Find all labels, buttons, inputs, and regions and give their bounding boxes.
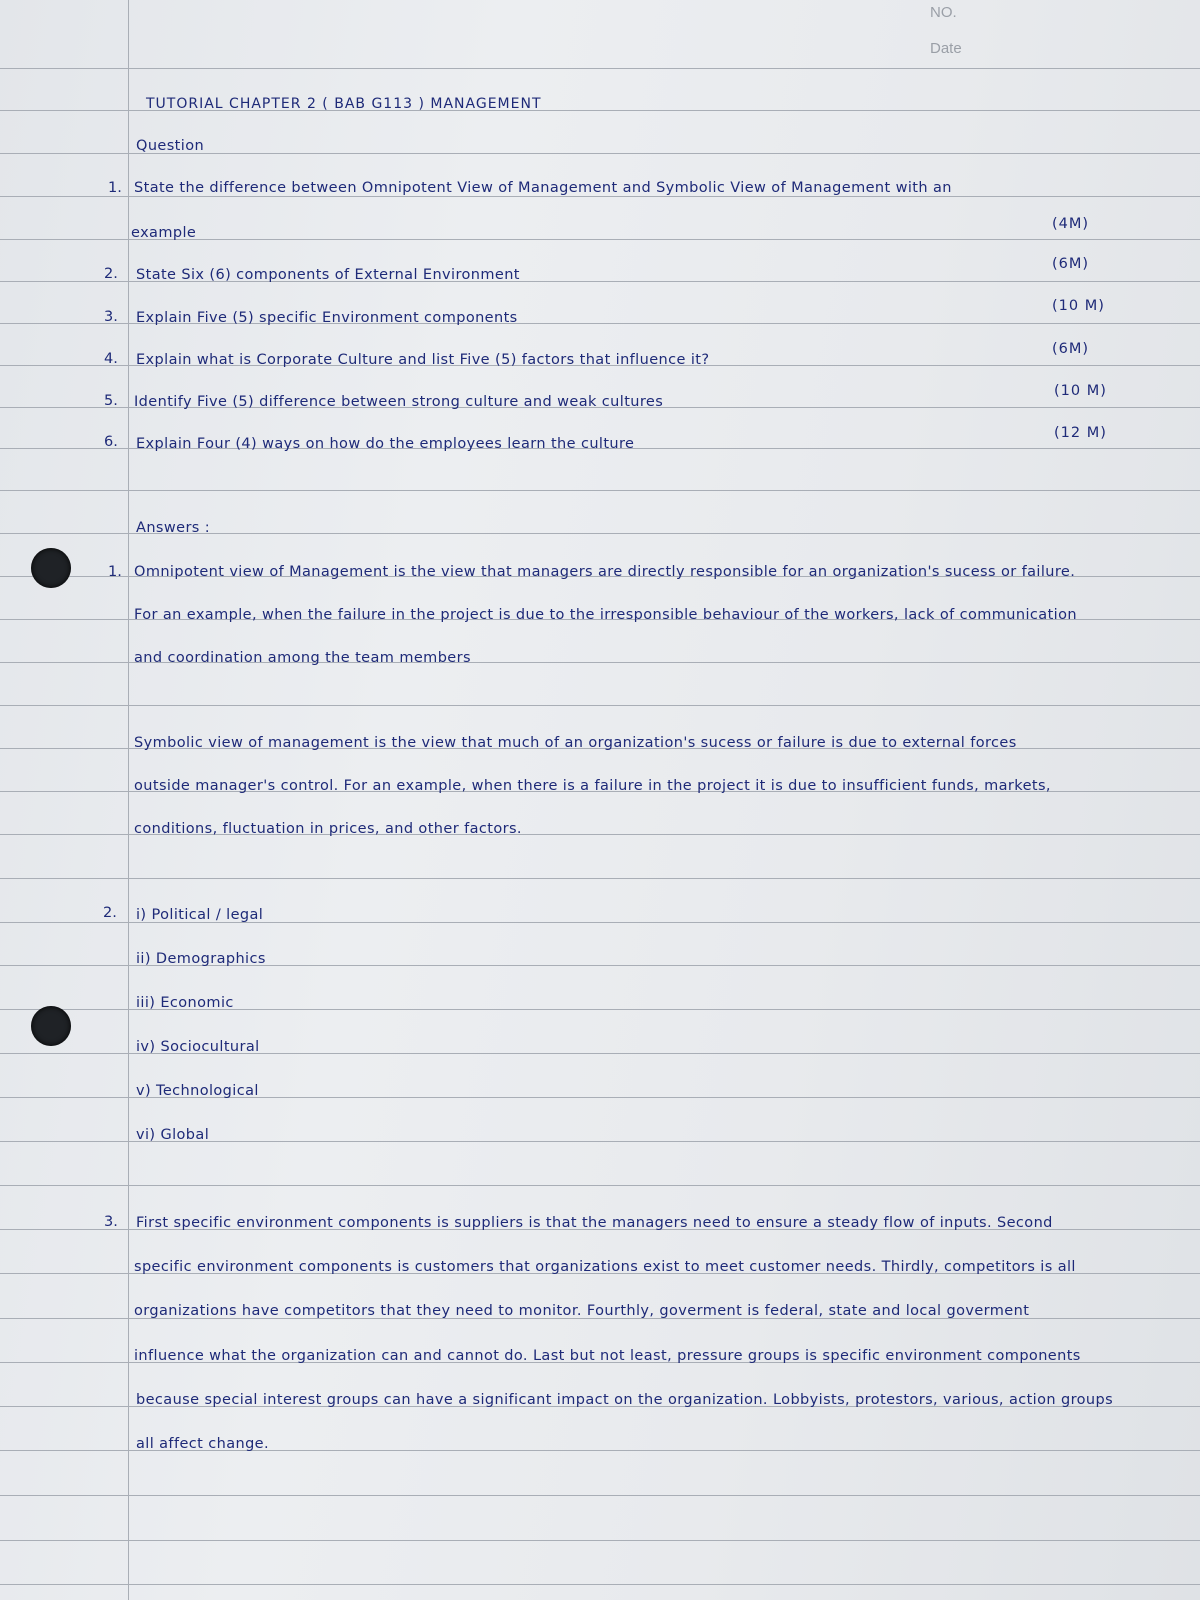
ruled-line [0,705,1200,706]
question-text: Explain Five (5) specific Environment components [136,310,518,326]
question-text-continued: example [131,225,197,241]
answer-number: 3. [104,1214,118,1230]
page-title: TUTORIAL CHAPTER 2 ( BAB G113 ) MANAGEMENT [146,96,542,112]
question-marks: (6M) [1052,256,1090,272]
answer-text: specific environment components is customers that organizations exist to meet customer needs. Thirdly, competitors is all [134,1259,1076,1275]
ruled-line [0,490,1200,491]
answer-text: and coordination among the team members [134,650,471,666]
answer-text: influence what the organization can and cannot do. Last but not least, pressure groups is specific environment components [134,1348,1081,1364]
question-number: 3. [104,309,118,325]
answers-heading: Answers : [136,520,211,536]
answer-text: Symbolic view of management is the view that much of an organization's sucess or failure is due to external forces [134,735,1017,751]
answer-text: First specific environment components is suppliers is that the managers need to ensure a steady flow of inputs. Second [136,1215,1053,1231]
list-item: iv) Sociocultural [136,1039,260,1055]
ruled-line [0,1540,1200,1541]
list-item: v) Technological [136,1083,259,1099]
answer-number: 2. [103,905,117,921]
ruled-line [0,1185,1200,1186]
answer-text: organizations have competitors that they need to monitor. Fourthly, goverment is federal, state and local goverment [134,1303,1030,1319]
list-item: iii) Economic [136,995,234,1011]
answer-text: For an example, when the failure in the project is due to the irresponsible behaviour of the workers, lack of communication [134,607,1077,623]
question-marks: (10 M) [1054,383,1107,399]
question-text: Explain Four (4) ways on how do the employees learn the culture [136,436,635,452]
question-marks: (12 M) [1054,425,1107,441]
question-marks: (4M) [1052,216,1090,232]
ruled-line [0,68,1200,69]
margin-line [128,0,129,1600]
binder-hole [31,1006,71,1046]
question-text: State Six (6) components of External Environment [136,267,520,283]
question-marks: (6M) [1052,341,1090,357]
date-label: Date [930,40,962,57]
list-item: ii) Demographics [136,951,266,967]
list-item: vi) Global [136,1127,210,1143]
list-item: i) Political / legal [136,907,264,923]
question-text: Identify Five (5) difference between strong culture and weak cultures [134,394,664,410]
ruled-line [0,1584,1200,1585]
ruled-line [0,1495,1200,1496]
question-text: Explain what is Corporate Culture and list Five (5) factors that influence it? [136,352,710,368]
question-number: 6. [104,434,118,450]
question-heading: Question [136,138,205,154]
question-number: 1. [108,180,122,196]
question-number: 4. [104,351,118,367]
answer-text: outside manager's control. For an example, when there is a failure in the project it is due to insufficient funds, markets, [134,778,1051,794]
answer-text: Omnipotent view of Management is the view that managers are directly responsible for an organization's sucess or failure. [134,564,1076,580]
binder-hole [31,548,71,588]
answer-text: all affect change. [136,1436,270,1452]
question-number: 5. [104,393,118,409]
no-label: NO. [930,4,957,21]
question-text: State the difference between Omnipotent View of Management and Symbolic View of Management with an [134,180,952,196]
question-number: 2. [104,266,118,282]
answer-text: because special interest groups can have a significant impact on the organization. Lobbyists, protestors, various, action groups [136,1392,1114,1408]
ruled-line [0,878,1200,879]
question-marks: (10 M) [1052,298,1105,314]
answer-number: 1. [108,564,122,580]
answer-text: conditions, fluctuation in prices, and other factors. [134,821,522,837]
